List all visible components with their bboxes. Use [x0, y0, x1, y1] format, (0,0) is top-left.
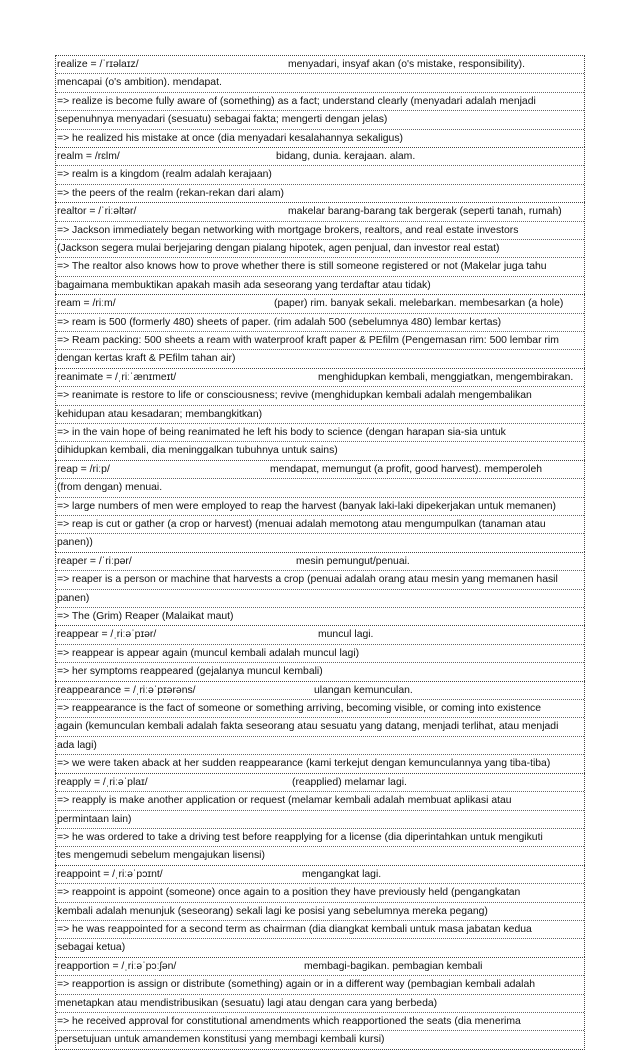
headword-meaning: ulangan kemunculan. — [314, 684, 413, 696]
headword-pronunciation: reap = /riːp/ — [57, 463, 110, 475]
entry-headline — [56, 626, 584, 644]
definition-line: sebagai ketua) — [57, 942, 126, 954]
headword-pronunciation: reapply = /ˌriːəˈplaɪ/ — [57, 776, 148, 788]
headword-meaning: menghidupkan kembali, menggiatkan, mengembirakan. — [318, 371, 574, 383]
headword-pronunciation: reaper = /ˈriːpər/ — [57, 555, 132, 567]
headword-meaning: muncul lagi. — [318, 629, 374, 641]
example-line: => reapply is make another application or request (melamar kembali adalah membuat aplikasi atau — [56, 792, 584, 810]
example-line: => reanimate is restore to life or consciousness; revive (menghidupkan kembali adalah mengembalikan — [56, 387, 584, 405]
example-line: => The realtor also knows how to prove whether there is still someone registered or not (Makelar juga tahu — [56, 258, 584, 276]
definition-line: sepenuhnya menyadari (sesuatu) sebagai fakta; mengerti dengan jelas) — [56, 111, 584, 129]
entry-headline — [56, 148, 584, 166]
headword-meaning: membagi-bagikan. pembagian kembali — [304, 960, 483, 972]
entry-headline — [56, 369, 584, 387]
dictionary-entry — [55, 552, 585, 626]
example-line: => he received approval for constitutional amendments which reapportioned the seats (dia menerima — [56, 1013, 584, 1031]
headword-pronunciation: ream = /riːm/ — [57, 298, 116, 310]
definition-line: persetujuan untuk amandemen konstitusi yang membagi kembali kursi) — [57, 1034, 385, 1046]
example-line: => Jackson immediately began networking with mortgage brokers, realtors, and real estate investors — [56, 222, 584, 240]
example-line: => he was reappointed for a second term as chairman (dia diangkat kembali untuk masa jabatan kedua — [56, 921, 584, 939]
example-line: => realize is become fully aware of (something) as a fact; understand clearly (menyadari adalah menjadi — [56, 93, 584, 111]
headword-meaning: mengangkat lagi. — [302, 868, 382, 880]
definition-line: mencapai (o's ambition). mendapat. — [56, 74, 584, 92]
dictionary-entry — [55, 681, 585, 773]
headword-meaning: menyadari, insyaf akan (o's mistake, responsibility). — [288, 59, 526, 70]
definition-line: tes mengemudi sebelum mengajukan lisensi) — [57, 850, 265, 862]
entry-headline — [56, 56, 584, 74]
dictionary-entry — [55, 55, 585, 147]
example-line: => large numbers of men were employed to reap the harvest (banyak laki-laki dipekerjakan untuk memanen) — [56, 498, 584, 516]
definition-line: ada lagi) — [56, 737, 584, 755]
example-line: => reappear is appear again (muncul kembali adalah muncul lagi) — [56, 645, 584, 663]
definition-line: again (kemunculan kembali adalah fakta seseorang atau sesuatu yang datang, menjadi terlihat, atau menjadi — [56, 718, 584, 736]
dictionary-entry — [55, 294, 585, 368]
example-line: => reap is cut or gather (a crop or harvest) (menuai adalah memotong atau mengumpulkan (tanaman atau — [56, 516, 584, 534]
definition-line: bagaimana membuktikan apakah masih ada seseorang yang terdaftar atau tidak) — [57, 279, 431, 291]
example-line: => realm is a kingdom (realm adalah kerajaan) — [56, 166, 584, 184]
definition-line: panen)) — [57, 537, 93, 549]
dictionary-entry — [55, 368, 585, 460]
headword-pronunciation: reappear = /ˌriːəˈpɪər/ — [57, 629, 157, 641]
definition-line: permintaan lain) — [56, 811, 584, 829]
dictionary-entry — [55, 865, 585, 957]
headword-meaning: (reapplied) melamar lagi. — [292, 776, 407, 788]
headword-pronunciation: reapportion = /ˌriːəˈpɔːʃən/ — [57, 960, 177, 972]
definition-line: (from dengan) menuai. — [56, 479, 584, 497]
headword-meaning: (paper) rim. banyak sekali. melebarkan. membesarkan (a hole) — [274, 298, 564, 310]
dictionary-entry — [55, 957, 585, 1050]
headword-pronunciation: realm = /rɛlm/ — [57, 151, 120, 163]
definition-line: (Jackson segera mulai berjejaring dengan pialang hipotek, agen penjual, dan investor real estat) — [56, 240, 584, 258]
dictionary-entry — [55, 625, 585, 680]
definition-line: menetapkan atau mendistribusikan (sesuatu) lagi atau dengan cara yang berbeda) — [56, 995, 584, 1013]
definition-line: kembali adalah menunjuk (seseorang) sekali lagi ke posisi yang sebelumnya mereka pegang) — [56, 903, 584, 921]
example-line: => the peers of the realm (rekan-rekan dari alam) — [57, 187, 284, 199]
definition-line: kehidupan atau kesadaran; membangkitkan) — [56, 406, 584, 424]
definition-line: dengan kertas kraft & PEfilm tahan air) — [57, 353, 236, 365]
headword-meaning: mesin pemungut/penuai. — [296, 555, 410, 567]
entry-headline — [56, 958, 584, 976]
dictionary-document — [55, 55, 585, 1050]
example-line: => reaper is a person or machine that harvests a crop (penuai adalah orang atau mesin yang memanen hasil — [56, 571, 584, 589]
definition-line: dihidupkan kembali, dia meninggalkan tubuhnya untuk sains) — [57, 445, 338, 457]
headword-meaning: makelar barang-barang tak bergerak (seperti tanah, rumah) — [288, 206, 562, 218]
headword-pronunciation: reanimate = /ˌriːˈænɪmeɪt/ — [57, 371, 177, 383]
entry-headline — [56, 461, 584, 479]
example-line: => he realized his mistake at once (dia menyadari kesalahannya sekaligus) — [57, 132, 403, 144]
dictionary-entry — [55, 460, 585, 552]
example-line: => reapportion is assign or distribute (something) again or in a different way (pembagian kembali adalah — [56, 976, 584, 994]
example-line: => reappearance is the fact of someone or something arriving, becoming visible, or coming into existence — [56, 700, 584, 718]
example-line: => we were taken aback at her sudden reappearance (kami terkejut dengan kemunculannya yang tiba-tiba) — [57, 758, 551, 770]
example-line: => her symptoms reappeared (gejalanya muncul kembali) — [57, 666, 323, 678]
entry-headline — [56, 774, 584, 792]
dictionary-entry — [55, 147, 585, 202]
example-line: => Ream packing: 500 sheets a ream with waterproof kraft paper & PEfilm (Pengemasan rim: 500 lembar rim — [56, 332, 584, 350]
headword-pronunciation: reappearance = /ˌriːəˈpɪərəns/ — [57, 684, 196, 696]
headword-pronunciation: realize = /ˈrɪəlaɪz/ — [57, 59, 139, 70]
entry-headline — [56, 553, 584, 571]
dictionary-entry — [55, 202, 585, 294]
entry-headline — [56, 682, 584, 700]
headword-pronunciation: realtor = /ˈriːəltər/ — [57, 206, 137, 218]
example-line: => in the vain hope of being reanimated he left his body to science (dengan harapan sia-sia untuk — [56, 424, 584, 442]
example-line: => ream is 500 (formerly 480) sheets of paper. (rim adalah 500 (sebelumnya 480) lembar kertas) — [56, 314, 584, 332]
entry-headline — [56, 866, 584, 884]
entry-headline — [56, 203, 584, 221]
headword-meaning: bidang, dunia. kerajaan. alam. — [276, 151, 416, 163]
headword-meaning: mendapat, memungut (a profit, good harvest). memperoleh — [270, 463, 543, 475]
headword-pronunciation: reappoint = /ˌriːəˈpɔɪnt/ — [57, 868, 163, 880]
example-line: => he was ordered to take a driving test before reapplying for a license (dia diperintahkan untuk mengikuti — [56, 829, 584, 847]
dictionary-entry — [55, 773, 585, 865]
example-line: => reappoint is appoint (someone) once again to a position they have previously held (pengangkatan — [56, 884, 584, 902]
definition-line: panen) — [56, 590, 584, 608]
example-line: => The (Grim) Reaper (Malaikat maut) — [57, 611, 234, 623]
entry-headline — [56, 295, 584, 313]
